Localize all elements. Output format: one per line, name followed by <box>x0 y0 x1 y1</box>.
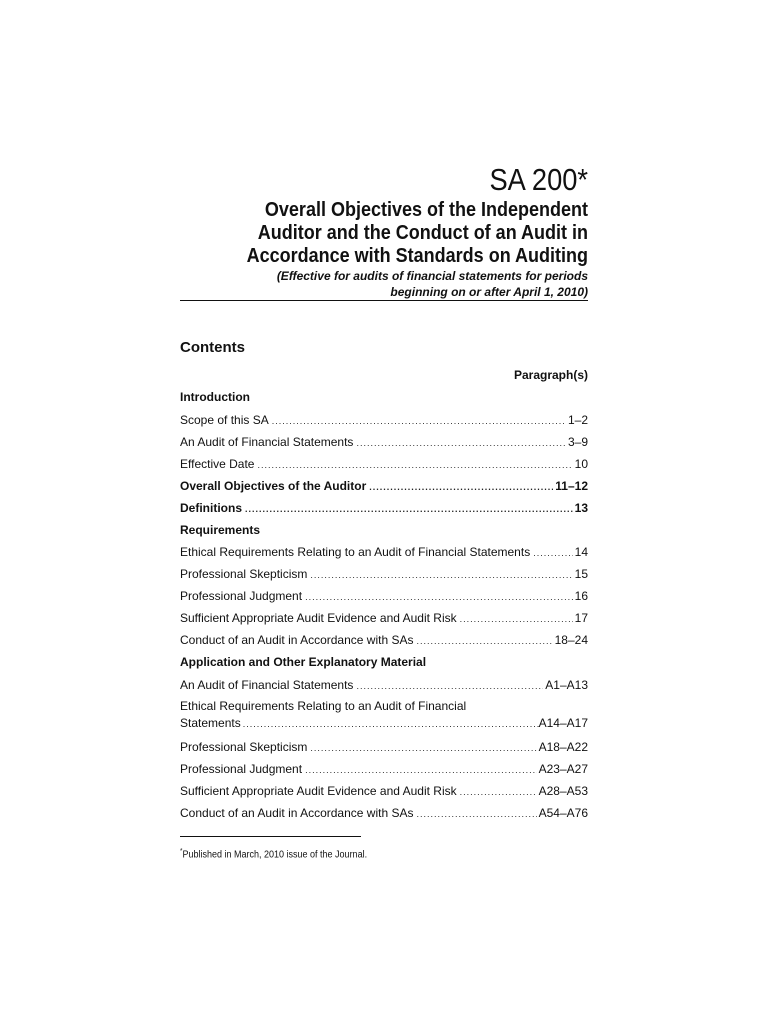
toc-entry[interactable] <box>180 783 588 800</box>
dot-leader <box>272 413 566 429</box>
toc-entry[interactable] <box>180 739 588 756</box>
toc-section-application: Application and Other Explanatory Material <box>180 655 427 669</box>
toc-entry-label: Scope of this SA <box>180 413 269 427</box>
toc-entry-paragraph: 13 <box>574 501 588 515</box>
toc-entry-paragraph: 18–24 <box>554 633 588 647</box>
dot-leader <box>243 716 539 733</box>
toc-entry[interactable] <box>180 677 588 694</box>
toc-entry-label: Conduct of an Audit in Accordance with SAs <box>180 806 414 820</box>
toc-entry-paragraph: A18–A22 <box>538 740 588 754</box>
toc-entry-paragraph: A14–A17 <box>538 716 588 730</box>
dot-leader <box>257 457 572 473</box>
dot-leader <box>305 762 537 778</box>
toc-entry[interactable] <box>180 588 588 605</box>
toc-entry-label: Professional Judgment <box>180 762 303 776</box>
toc-entry-label: Professional Judgment <box>180 589 303 603</box>
toc-entry-paragraph: 11–12 <box>555 479 588 493</box>
toc-entry[interactable] <box>180 478 588 495</box>
toc-entry-paragraph: 16 <box>574 589 588 603</box>
toc-entry-label: Professional Skepticism <box>180 740 308 754</box>
title-line: Auditor and the Conduct of an Audit in <box>257 222 588 244</box>
toc-entry-paragraph: 10 <box>574 457 588 471</box>
toc-entry[interactable] <box>180 698 588 733</box>
document-number: SA 200* <box>489 162 588 197</box>
toc-entry-label: An Audit of Financial Statements <box>180 678 354 692</box>
toc-entry-label: An Audit of Financial Statements <box>180 435 354 449</box>
dot-leader <box>416 633 552 649</box>
dot-leader <box>460 611 573 627</box>
title-line: Accordance with Standards on Auditing <box>246 245 588 267</box>
dot-leader <box>533 545 572 561</box>
toc-entry[interactable] <box>180 456 588 473</box>
toc-entry-label: Ethical Requirements Relating to an Audit of Financial Statements <box>180 545 531 559</box>
toc-entry-label: Effective Date <box>180 457 255 471</box>
toc-section-requirements: Requirements <box>180 523 261 537</box>
toc-entry[interactable] <box>180 566 588 583</box>
toc-entry[interactable] <box>180 632 588 649</box>
effective-note <box>168 268 588 300</box>
effective-line: (Effective for audits of financial statements for periods <box>276 269 588 283</box>
toc-entry-label: Definitions <box>180 501 242 515</box>
toc-entry-label: Conduct of an Audit in Accordance with SAs <box>180 633 414 647</box>
footnote-text: Published in March, 2010 issue of the Journal. <box>182 849 368 861</box>
toc-entry-label: Sufficient Appropriate Audit Evidence and Audit Risk <box>180 611 457 625</box>
toc-entry-label: Professional Skepticism <box>180 567 308 581</box>
title-divider <box>180 300 588 301</box>
dot-leader <box>356 678 543 694</box>
dot-leader <box>245 501 573 517</box>
toc-entry-label: Overall Objectives of the Auditor <box>180 479 367 493</box>
toc-section-introduction: Introduction <box>180 390 250 404</box>
toc-entry[interactable] <box>180 434 588 451</box>
dot-leader <box>310 567 572 583</box>
toc-entry-paragraph: A1–A13 <box>545 678 588 692</box>
toc-entry-paragraph: 17 <box>574 611 588 625</box>
toc-entry[interactable] <box>180 412 588 429</box>
title-line: Overall Objectives of the Independent <box>264 199 588 221</box>
footnote <box>180 848 367 860</box>
dot-leader <box>305 589 573 605</box>
paragraph-column-heading: Paragraph(s) <box>513 368 588 382</box>
dot-leader <box>416 806 536 822</box>
toc-entry-label-continued: Statements <box>180 716 241 730</box>
toc-entry-paragraph: 15 <box>574 567 588 581</box>
toc-entry[interactable] <box>180 544 588 561</box>
dot-leader <box>310 740 536 756</box>
toc-entry[interactable] <box>180 500 588 517</box>
dot-leader <box>356 435 566 451</box>
effective-line: beginning on or after April 1, 2010) <box>390 285 588 299</box>
toc-entry[interactable] <box>180 761 588 778</box>
toc-entry-paragraph: 3–9 <box>567 435 588 449</box>
toc-entry[interactable] <box>180 610 588 627</box>
footnote-marker: * <box>180 848 183 855</box>
toc-entry-label: Sufficient Appropriate Audit Evidence and Audit Risk <box>180 784 457 798</box>
dot-leader <box>369 479 553 495</box>
dot-leader <box>460 784 537 800</box>
toc-entry-paragraph: A23–A27 <box>538 762 588 776</box>
toc-entry[interactable] <box>180 805 588 822</box>
toc-entry-paragraph: 14 <box>574 545 588 559</box>
toc-entry-label: Ethical Requirements Relating to an Audit of Financial <box>180 699 467 713</box>
contents-heading: Contents <box>180 339 245 356</box>
toc-entry-paragraph: A28–A53 <box>538 784 588 798</box>
footnote-divider <box>180 836 361 837</box>
toc-entry-paragraph: 1–2 <box>567 413 588 427</box>
document-title <box>168 199 588 268</box>
toc-entry-paragraph: A54–A76 <box>538 806 588 820</box>
